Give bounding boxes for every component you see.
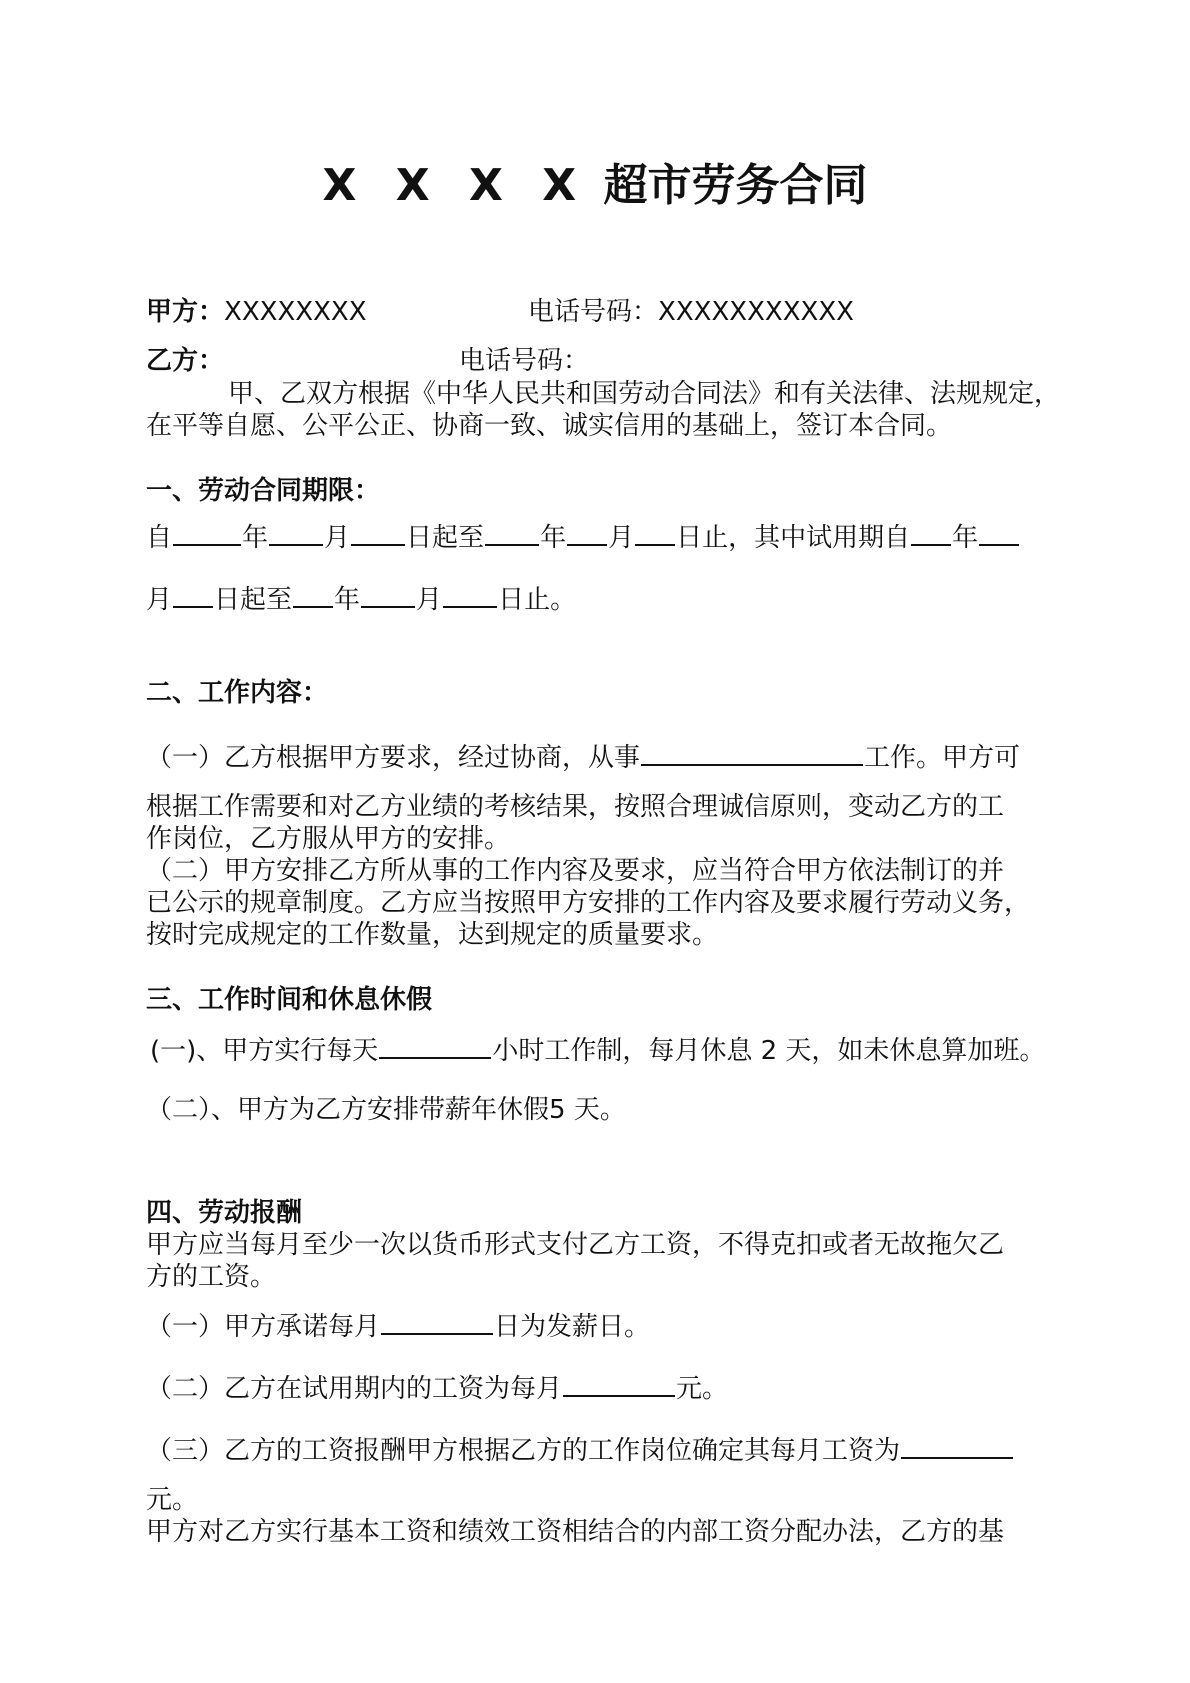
work-content-1-line-3: 作岗位，乙方服从甲方的安排。	[146, 824, 511, 854]
monthly-pay-line-2: 元。	[146, 1485, 199, 1515]
phone-label-a: 电话号码：	[528, 297, 659, 327]
intro-line-2: 在平等自愿、公平公正、协商一致、诚实信用的基础上，签订本合同。	[146, 411, 953, 441]
term-text: 年	[952, 523, 979, 553]
monthly-pay-line	[146, 1431, 1014, 1465]
blank-year	[173, 518, 241, 546]
party-b-label: 乙方：	[146, 346, 225, 376]
section-3-heading: 三、工作时间和休息休假	[146, 985, 433, 1015]
term-text: 月	[608, 523, 635, 553]
phone-label-b: 电话号码：	[459, 346, 590, 376]
rest-days-number: 2	[760, 1036, 778, 1066]
annual-leave-line	[146, 1093, 626, 1127]
section-4-heading: 四、劳动报酬	[146, 1198, 303, 1228]
blank-day	[173, 580, 213, 608]
blank-probation-pay	[563, 1369, 675, 1397]
pay-text: （一）甲方承诺每月	[146, 1312, 381, 1342]
party-a-value: XXXXXXXX	[224, 297, 367, 327]
blank-day	[443, 580, 497, 608]
pay-text: （二）乙方在试用期内的工资为每月	[146, 1374, 563, 1404]
term-text: 月	[416, 585, 443, 615]
pay-method-line: 甲方对乙方实行基本工资和绩效工资相结合的内部工资分配办法，乙方的基	[146, 1517, 1005, 1547]
work-content-1-line-2: 根据工作需要和对乙方业绩的考核结果，按照合理诚信原则，变动乙方的工	[146, 792, 1005, 822]
term-text: 月	[146, 585, 173, 615]
leave-text: 天。	[573, 1095, 626, 1125]
work-hours-text: 天，如未休息算加班。	[785, 1036, 1046, 1066]
term-text: 日止，其中试用期自	[676, 523, 911, 553]
work-hours-prefix: (一)	[150, 1036, 197, 1066]
blank-month	[979, 518, 1019, 546]
term-text: 月	[324, 523, 351, 553]
term-line-1	[146, 518, 1020, 552]
blank-monthly-pay	[901, 1431, 1013, 1459]
work-hours-line	[150, 1031, 1045, 1065]
term-text: 年	[242, 523, 269, 553]
blank-job	[641, 738, 863, 766]
work-hours-text: 小时工作制，每月休息	[492, 1036, 753, 1066]
party-b-phone	[459, 344, 589, 378]
term-text: 年	[540, 523, 567, 553]
probation-pay-line	[146, 1369, 728, 1403]
section-2-heading: 二、工作内容：	[146, 678, 329, 708]
pay-text: （三）乙方的工资报酬甲方根据乙方的工作岗位确定其每月工资为	[146, 1436, 901, 1466]
title-placeholder: X X X X	[322, 160, 589, 211]
blank-year	[293, 580, 333, 608]
blank-year	[911, 518, 951, 546]
intro-line-1: 甲、乙双方根据《中华人民共和国劳动合同法》和有关法律、法规规定，	[228, 379, 1061, 409]
phone-value-a: XXXXXXXXXXX	[658, 297, 854, 327]
pay-intro-line-2: 方的工资。	[146, 1262, 277, 1292]
pay-text: 日为发薪日。	[494, 1312, 651, 1342]
party-a-label: 甲方：	[146, 297, 225, 327]
leave-text: （二）、甲方为乙方安排带薪年休假	[146, 1095, 550, 1125]
blank-month	[269, 518, 323, 546]
title-text: 超市劳务合同	[603, 160, 868, 211]
blank-year	[485, 518, 539, 546]
term-text: 日起至	[406, 523, 485, 553]
work-text: （一）乙方根据甲方要求，经过协商，从事	[146, 743, 641, 773]
work-hours-text: 、甲方实行每天	[196, 1036, 379, 1066]
term-text: 日止。	[498, 585, 577, 615]
term-text: 自	[146, 523, 173, 553]
pay-intro-line-1: 甲方应当每月至少一次以货币形式支付乙方工资，不得克扣或者无故拖欠乙	[146, 1230, 1005, 1260]
work-text: 工作。甲方可	[864, 743, 1021, 773]
payday-line	[146, 1307, 650, 1341]
work-content-1-line-1	[146, 738, 1020, 772]
blank-month	[567, 518, 607, 546]
term-text: 日起至	[214, 585, 293, 615]
term-line-2	[146, 580, 576, 614]
blank-day	[351, 518, 405, 546]
blank-hours	[379, 1031, 491, 1059]
work-content-2-line-2: 已公示的规章制度。乙方应当按照甲方安排的工作内容及要求履行劳动义务，	[146, 888, 1031, 918]
blank-month	[361, 580, 415, 608]
blank-day	[635, 518, 675, 546]
work-content-2-line-3: 按时完成规定的工作数量，达到规定的质量要求。	[146, 920, 719, 950]
party-a-phone	[528, 295, 854, 329]
pay-text: 元。	[676, 1374, 729, 1404]
party-a-line	[146, 295, 367, 329]
blank-payday	[381, 1307, 493, 1335]
work-content-2-line-1: （二）甲方安排乙方所从事的工作内容及要求，应当符合甲方依法制订的并	[146, 856, 1005, 886]
section-1-heading: 一、劳动合同期限：	[146, 476, 381, 506]
party-b-line	[146, 344, 224, 378]
leave-days-number: 5	[549, 1095, 566, 1125]
term-text: 年	[334, 585, 361, 615]
document-title	[0, 158, 1190, 214]
